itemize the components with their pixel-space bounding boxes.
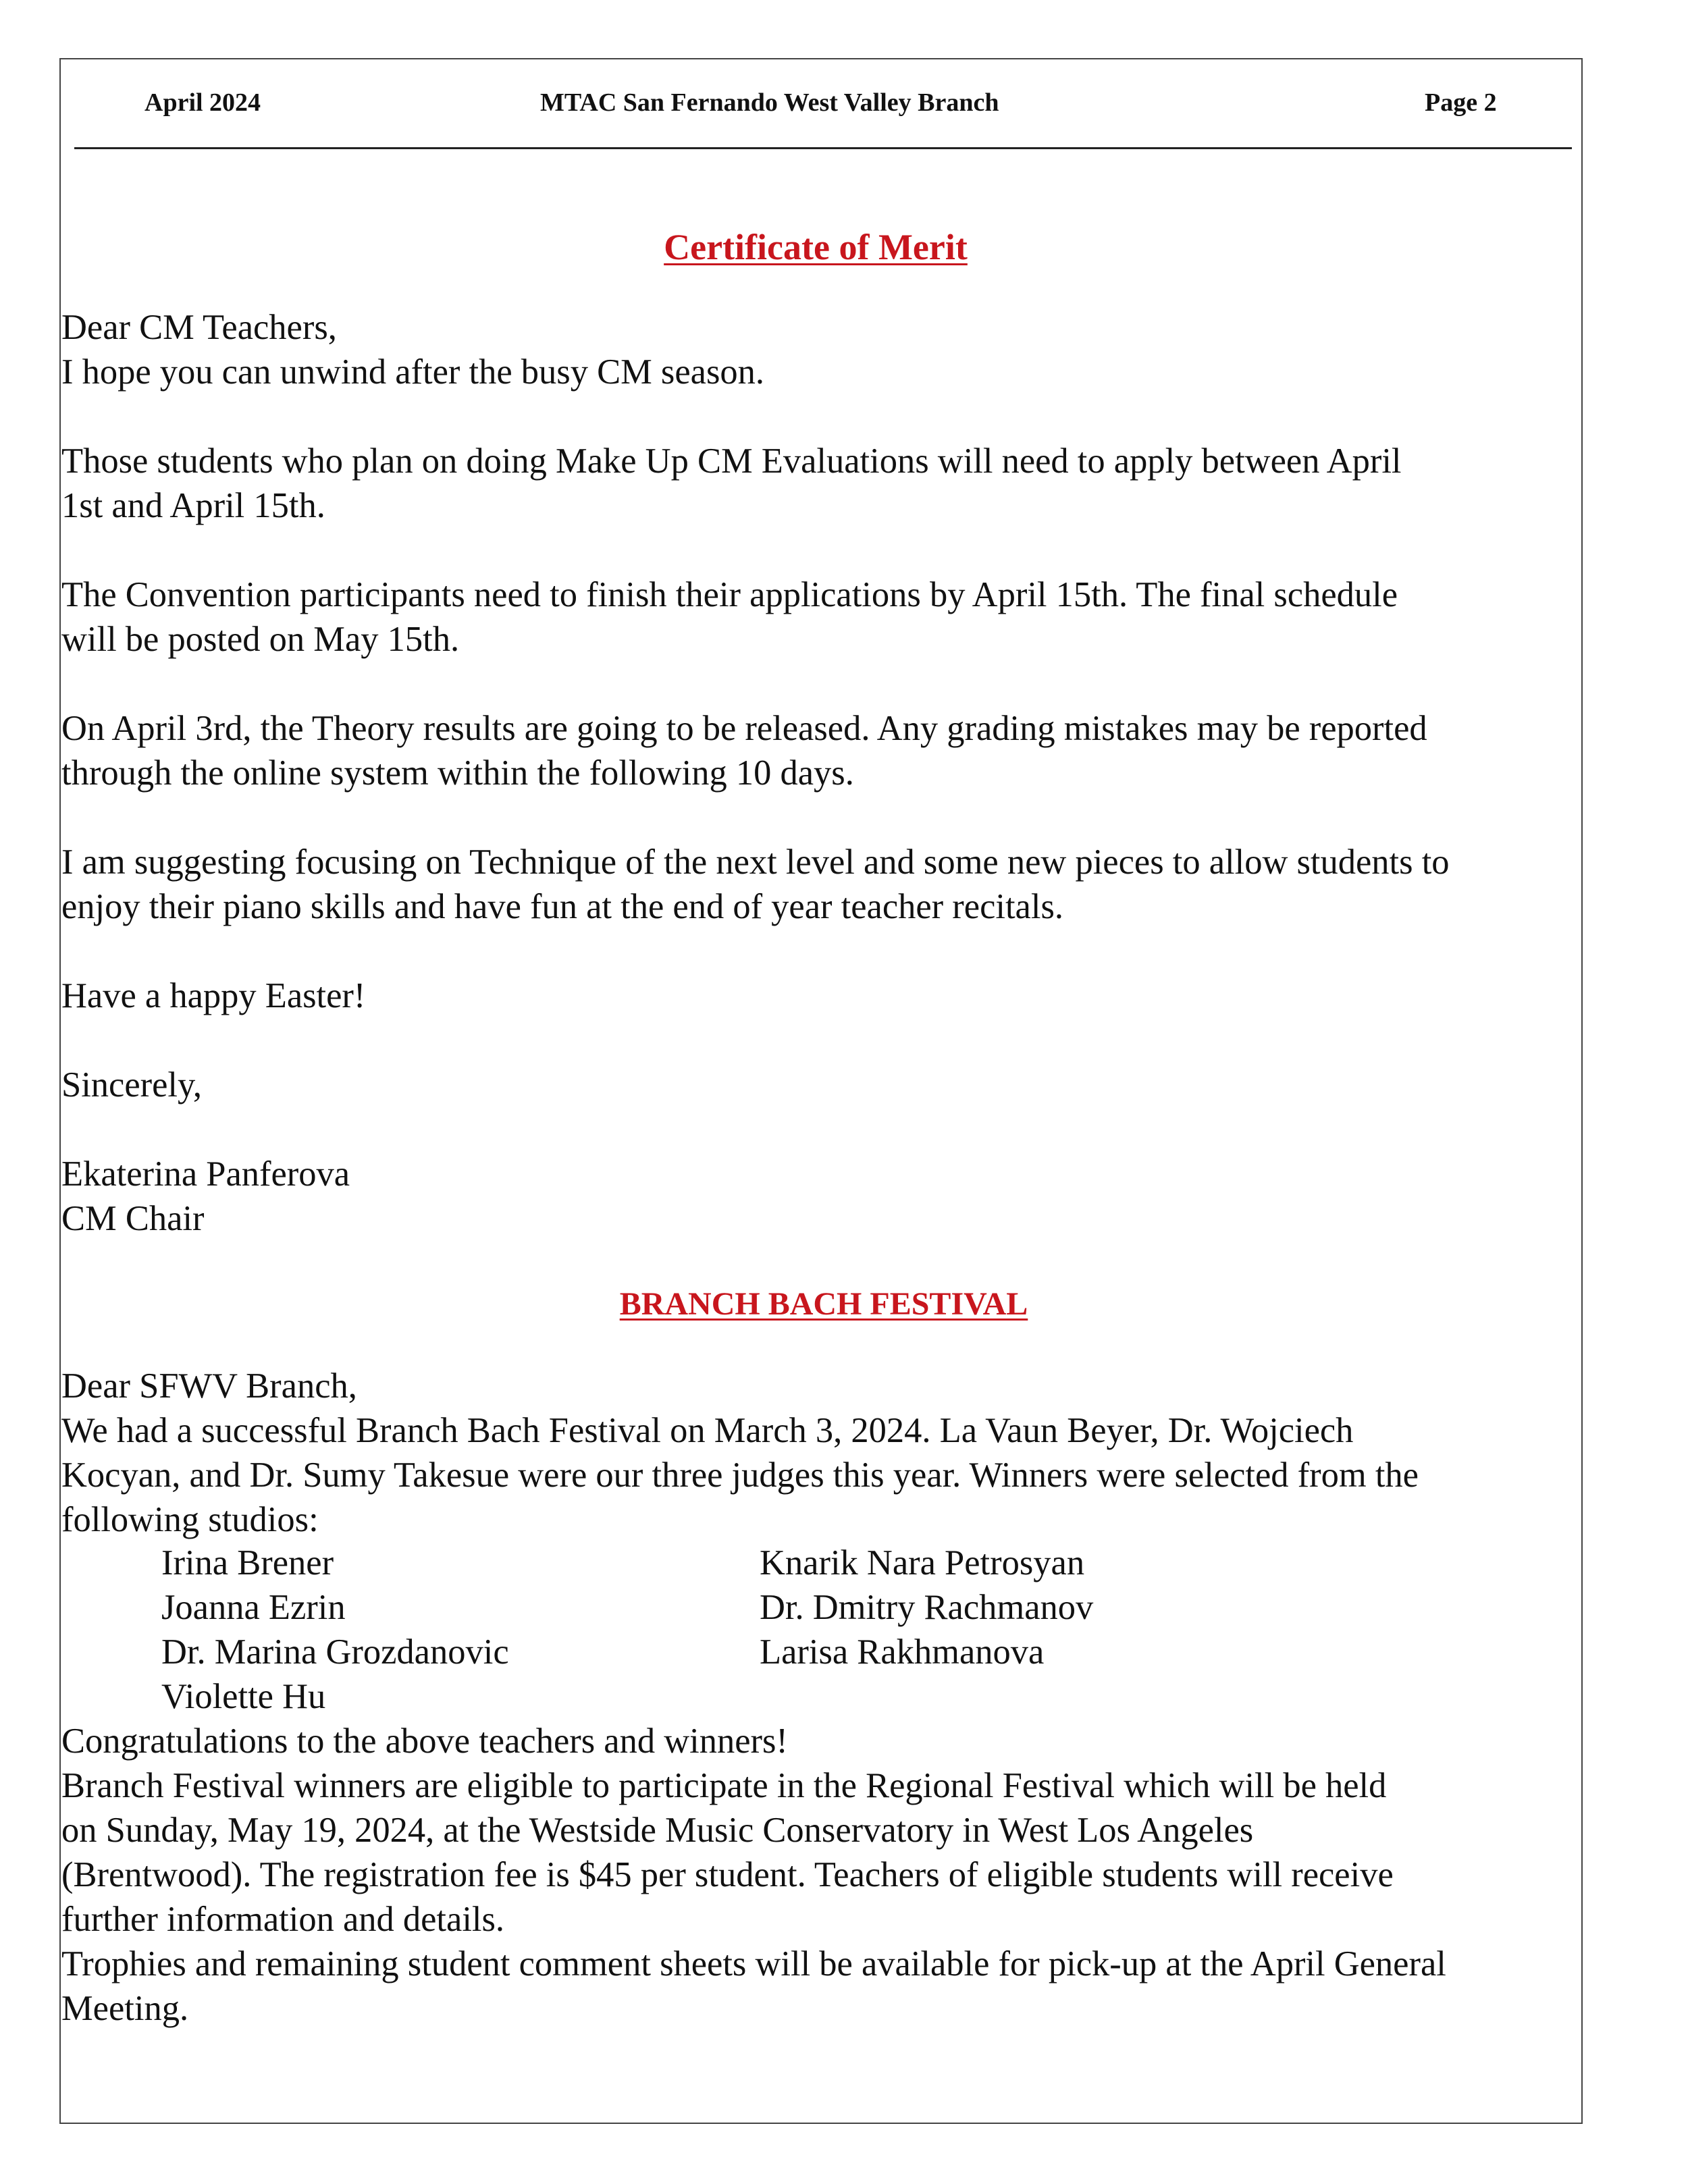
cm-greeting: Dear CM Teachers,: [61, 308, 337, 347]
studio-name: Joanna Ezrin: [161, 1588, 346, 1627]
studio-name: Larisa Rakhmanova: [760, 1632, 1045, 1672]
cm-easter-wish: Have a happy Easter!: [61, 976, 366, 1015]
studios-list-left: [161, 1541, 509, 1719]
cm-technique-line-1: I am suggesting focusing on Technique of the next level and some new pieces to allow students to: [61, 843, 1450, 882]
studio-name: Dr. Dmitry Rachmanov: [760, 1588, 1094, 1627]
bach-congrats: Congratulations to the above teachers and winners!: [61, 1722, 788, 1761]
cm-makeup-line-2: 1st and April 15th.: [61, 486, 325, 525]
bach-intro-line-1: We had a successful Branch Bach Festival on March 3, 2024. La Vaun Beyer, Dr. Wojciech: [61, 1411, 1354, 1450]
studio-name: Dr. Marina Grozdanovic: [161, 1632, 509, 1672]
cm-technique-paragraph: [61, 840, 1589, 929]
cm-signature-block: [61, 1152, 1589, 1241]
studio-name: Irina Brener: [161, 1543, 334, 1582]
header-date: April 2024: [144, 88, 261, 117]
bach-regional-line-2: on Sunday, May 19, 2024, at the Westside Music Conservatory in West Los Angeles: [61, 1811, 1254, 1850]
cm-signer-name: Ekaterina Panferova: [61, 1154, 350, 1194]
bach-regional-line-4: further information and details.: [61, 1900, 505, 1939]
cm-theory-line-1: On April 3rd, the Theory results are going to be released. Any grading mistakes may be reported: [61, 709, 1427, 748]
bach-intro-line-3: following studios:: [61, 1500, 319, 1539]
cm-intro: I hope you can unwind after the busy CM season.: [61, 352, 765, 392]
studios-list-right: [760, 1541, 1093, 1674]
cm-convention-line-2: will be posted on May 15th.: [61, 620, 460, 659]
bach-trophies-line-1: Trophies and remaining student comment sheets will be available for pick-up at the April General: [61, 1944, 1446, 1983]
cm-convention-line-1: The Convention participants need to finish their applications by April 15th. The final schedule: [61, 575, 1398, 614]
cm-signer-title: CM Chair: [61, 1199, 205, 1238]
bach-intro-line-2: Kocyan, and Dr. Sumy Takesue were our three judges this year. Winners were selected from the: [61, 1456, 1419, 1495]
header-page-number: Page 2: [1425, 88, 1497, 117]
bach-closing-block: [61, 1719, 1589, 2031]
cm-theory-line-2: through the online system within the following 10 days.: [61, 753, 854, 793]
bach-greeting: Dear SFWV Branch,: [61, 1366, 357, 1406]
bach-festival-title: BRANCH BACH FESTIVAL: [619, 1286, 1028, 1322]
cm-theory-paragraph: [61, 706, 1589, 795]
bach-trophies-line-2: Meeting.: [61, 1989, 189, 2028]
bach-regional-line-3: (Brentwood). The registration fee is $45 per student. Teachers of eligible students will receive: [61, 1855, 1394, 1894]
certificate-of-merit-title: Certificate of Merit: [664, 227, 968, 267]
cm-closing: Sincerely,: [61, 1065, 202, 1104]
bach-intro-block: [61, 1364, 1589, 1542]
studio-name: Violette Hu: [161, 1677, 326, 1716]
cm-makeup-line-1: Those students who plan on doing Make Up CM Evaluations will need to apply between April: [61, 442, 1402, 481]
cm-makeup-paragraph: [61, 439, 1589, 528]
header-branch-name: MTAC San Fernando West Valley Branch: [540, 88, 999, 117]
cm-greeting-block: [61, 305, 1589, 394]
cm-technique-line-2: enjoy their piano skills and have fun at the end of year teacher recitals.: [61, 887, 1063, 926]
header-divider: [74, 147, 1572, 149]
bach-regional-line-1: Branch Festival winners are eligible to participate in the Regional Festival which will be held: [61, 1766, 1387, 1805]
studio-name: Knarik Nara Petrosyan: [760, 1543, 1085, 1582]
cm-convention-paragraph: [61, 572, 1589, 662]
